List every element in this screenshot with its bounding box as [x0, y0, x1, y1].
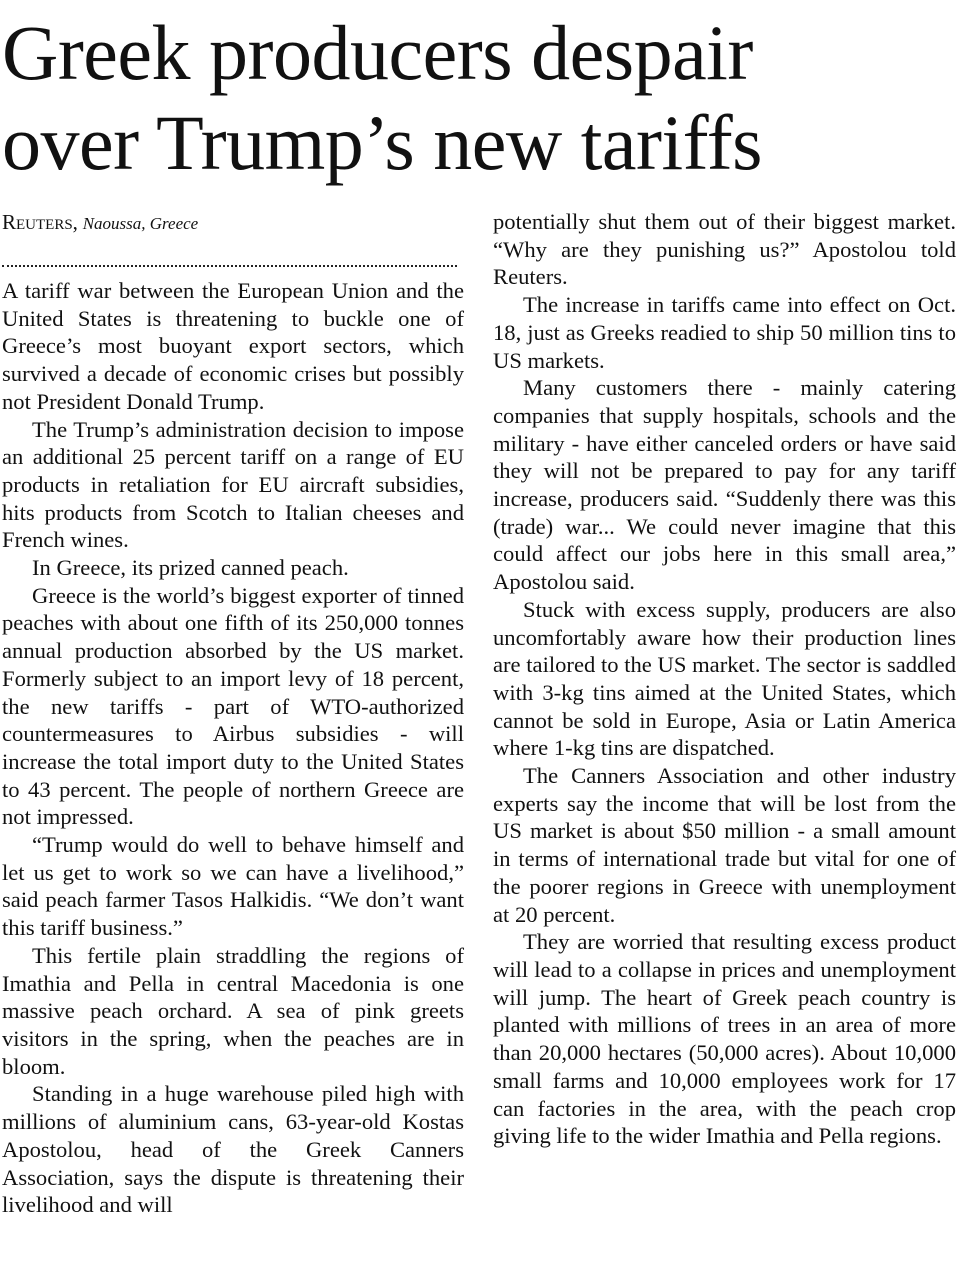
paragraph: In Greece, its prized canned peach. — [32, 555, 349, 581]
paragraph: “Trump would do well to behave himself and let us get to work so we can have a livelihood,” said peach farmer Tasos Halkidis. “We don’t want this tariff business.” — [2, 832, 464, 941]
paragraph: They are worried that resulting excess product will lead to a collapse in prices and unemployment will jump. The heart of Greek peach country is planted with millions of trees in an area of more than 20,000 hectares (50,000 acres). About 10,000 small farms and 10,000 employees work for 17 can factories in the area, with the peach crop giving life to the wider Imathia and Pella regions. — [493, 929, 956, 1149]
headline-line-2: over Trump’s new tariffs — [2, 99, 763, 186]
article-column-left — [2, 208, 464, 1219]
byline-agency: Reuters, — [2, 210, 78, 234]
paragraph: This fertile plain straddling the regions of Imathia and Pella in central Macedonia is one massive peach orchard. A sea of pink greets visitors in the spring, when the peaches are in bloom. — [2, 942, 464, 1079]
byline-divider — [2, 238, 457, 267]
paragraph: A tariff war between the European Union and the United States is threatening to buckle one of Greece’s most buoyant export sectors, which survived a decade of economic crises but possibly not President Donald Trump. — [2, 278, 464, 414]
headline — [2, 8, 957, 188]
paragraph: Standing in a huge warehouse piled high with millions of aluminium cans, 63-year-old Kostas Apostolou, head of the Greek Canners Association, says the dispute is threatening their livelihood and will — [2, 1081, 464, 1218]
paragraph: Greece is the world’s biggest exporter of tinned peaches with about one fifth of its 250,000 tonnes annual production absorbed by the US market. Formerly subject to an import levy of 18 percent, the new tariffs - part of WTO-authorized countermeasures to Airbus subsidies - will increase the total import duty to the United States to 43 percent. The people of northern Greece are not impressed. — [2, 582, 464, 830]
article-column-right — [493, 208, 956, 1150]
paragraph: The Canners Association and other industry experts say the income that will be lost from the US market is about $50 million - a small amount in terms of international trade but vital for one of the poorer regions in Greece with unemployment at 20 percent. — [493, 763, 956, 927]
byline-dateline: Naoussa, Greece — [82, 214, 199, 233]
headline-line-1: Greek producers despair — [2, 9, 753, 96]
paragraph: potentially shut them out of their biggest market. “Why are they punishing us?” Apostolou told Reuters. — [493, 209, 956, 290]
paragraph: The Trump’s administration decision to impose an additional 25 percent tariff on a range of EU products in retaliation for EU aircraft subsidies, hits products from Scotch to Italian cheeses and French wines. — [2, 416, 464, 553]
paragraph: The increase in tariffs came into effect on Oct. 18, just as Greeks readied to ship 50 million tins to US markets. — [493, 292, 956, 373]
byline — [2, 208, 464, 238]
paragraph: Stuck with excess supply, producers are also uncomfortably aware how their production lines are tailored to the US market. The sector is saddled with 3-kg tins aimed at the United States, which cannot be sold in Europe, Asia or Latin America where 1-kg tins are dispatched. — [493, 596, 956, 761]
paragraph: Many customers there - mainly catering companies that supply hospitals, schools and the military - have either canceled orders or have said they will not be prepared to pay for any tariff increase, producers said. “Suddenly there was this (trade) war... We could never imagine that this could affect our jobs here in this small area,” Apostolou said. — [493, 375, 956, 595]
